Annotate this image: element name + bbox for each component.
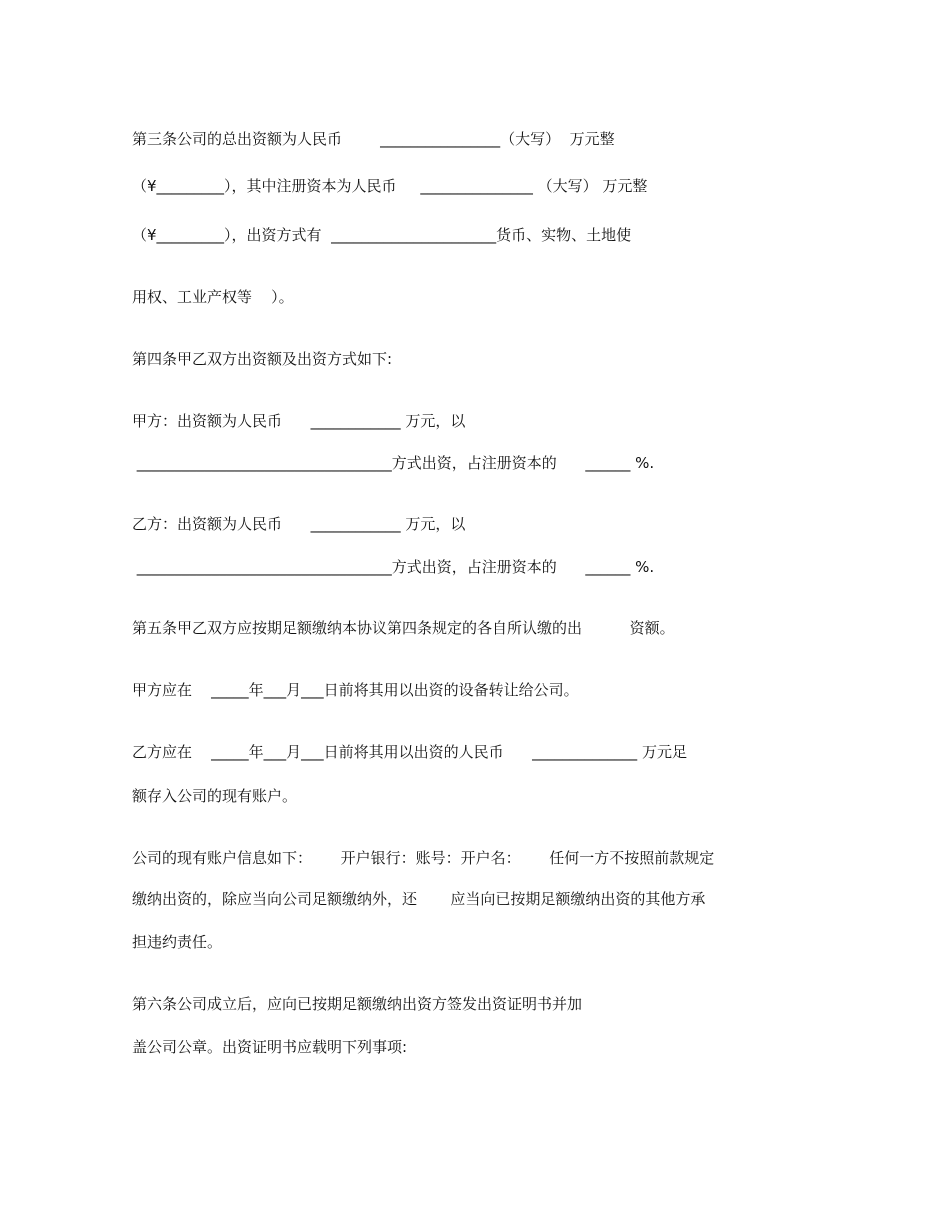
party-b-deadline-line-2: 额存入公司的现有账户。 (132, 787, 298, 805)
account-info-line-1: 公司的现有账户信息如下： 开户银行：账号：开户名： 任何一方不按照前款规定 (132, 849, 715, 867)
article-3-line-3: （¥_________），出资方式有 ______________________货币、实物、土地使 (132, 226, 632, 244)
party-b-amount-line: 乙方：出资额为人民币 ____________ 万元，以 (132, 515, 466, 533)
account-info-line-2: 缴纳出资的，除应当向公司足额缴纳外，还 应当向已按期足额缴纳出资的其他方承 (132, 890, 706, 908)
article-4-heading: 第四条甲乙双方出资额及出资方式如下: (132, 350, 393, 368)
article-5-line: 第五条甲乙双方应按期足额缴纳本协议第四条规定的各自所认缴的出 资额。 (132, 619, 675, 637)
party-b-method-line: __________________________________方式出资，占注册资本的 ______ %. (132, 558, 655, 576)
party-a-amount-line: 甲方：出资额为人民币 ____________ 万元，以 (132, 412, 466, 430)
party-a-deadline-line: 甲方应在 _____年___月___日前将其用以出资的设备转让给公司。 (132, 681, 579, 699)
article-6-line-1: 第六条公司成立后，应向已按期足额缴纳出资方签发出资证明书并加 (132, 995, 583, 1013)
article-3-line-1: 第三条公司的总出资额为人民币 ________________（大写） 万元整 (132, 130, 615, 148)
article-6-line-2: 盖公司公章。出资证明书应载明下列事项: (132, 1038, 408, 1056)
party-b-deadline-line-1: 乙方应在 _____年___月___日前将其用以出资的人民币 ______________ 万元足 (132, 743, 687, 761)
article-3-line-4: 用权、工业产权等 ）。 (132, 288, 294, 306)
article-3-line-2: （¥_________），其中注册资本为人民币 _______________ （大写） 万元整 (132, 177, 648, 195)
party-a-method-line: __________________________________方式出资，占注册资本的 ______ %. (132, 454, 655, 472)
account-info-line-3: 担违约责任。 (132, 933, 223, 951)
